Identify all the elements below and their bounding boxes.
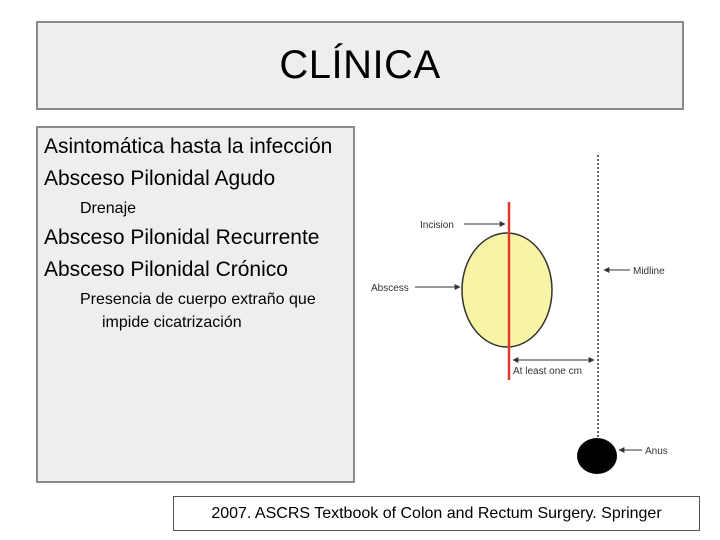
sub-bullet-drainage: Drenaje bbox=[80, 200, 137, 217]
bullet-recurrent-abscess: Absceso Pilonidal Recurrente bbox=[44, 226, 320, 249]
pilonidal-incision-diagram bbox=[360, 140, 710, 485]
anus-label: Anus bbox=[645, 446, 668, 457]
abscess-shape bbox=[462, 233, 552, 347]
slide-title: CLÍNICA bbox=[279, 43, 441, 87]
bullet-acute-abscess: Absceso Pilonidal Agudo bbox=[44, 167, 276, 190]
distance-label: At least one cm bbox=[513, 366, 582, 377]
sub-bullet-foreign-body: Presencia de cuerpo extraño que impide cicatrización bbox=[80, 291, 316, 331]
midline-label: Midline bbox=[633, 266, 665, 277]
title-box bbox=[36, 21, 684, 110]
bullet-asymptomatic: Asintomática hasta la infección bbox=[44, 135, 333, 158]
abscess-label: Abscess bbox=[371, 283, 409, 294]
incision-label: Incision bbox=[420, 220, 454, 231]
anus-shape bbox=[577, 438, 617, 474]
content-box bbox=[36, 126, 355, 483]
bullet-chronic-abscess: Absceso Pilonidal Crónico bbox=[44, 258, 288, 281]
citation-box bbox=[173, 496, 700, 531]
citation-text: 2007. ASCRS Textbook of Colon and Rectum Surgery. Springer bbox=[211, 504, 662, 522]
